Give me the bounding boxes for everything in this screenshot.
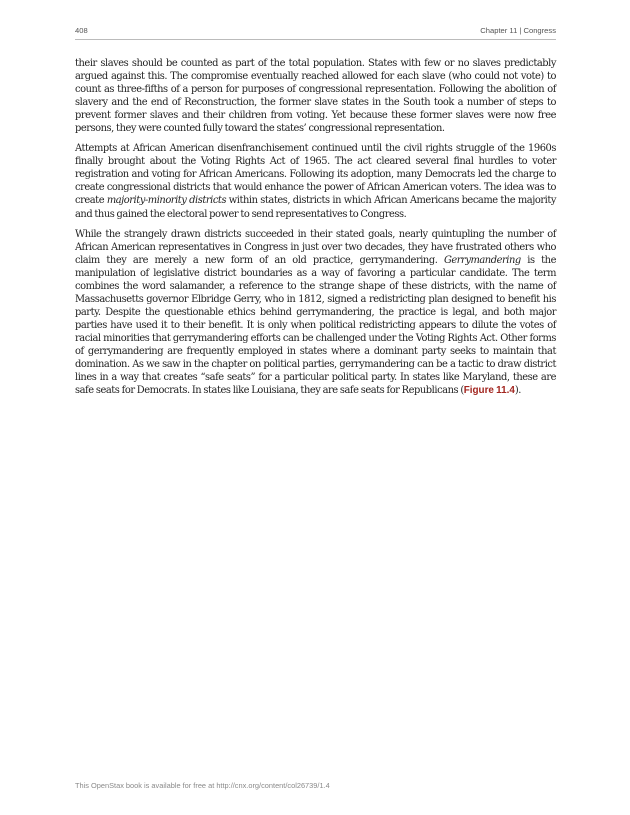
- page-footer: This OpenStax book is available for free at http://cnx.org/content/col26739/1.4: [75, 781, 330, 790]
- page-header: [75, 26, 556, 38]
- paragraph-1-text: their slaves should be counted as part of the total population. States with few or no slaves predictably argued against this. The compromise eventually reached allowed for each slave (who could not vote) to count as three-fifths of a person for purposes of congressional representation. Following the abolition of slavery and the end of Reconstruction, the former slave states in the South took a number of steps to prevent former slaves and their children from voting. Yet because these former slaves were now free persons, they were counted fully toward the states’ congressional representation.: [75, 58, 556, 135]
- key-term-majority-minority-districts: majority-minority districts: [106, 195, 227, 207]
- key-term-gerrymandering: Gerrymandering: [443, 254, 521, 266]
- paragraph-2: [75, 142, 556, 220]
- paragraph-3-text-end: ).: [514, 385, 521, 397]
- paragraph-3: [75, 228, 556, 398]
- paragraph-2-text-start: Attempts at African American disenfranchisement continued until the civil rights struggle of the 1960s finally brought about the Voting Rights Act of 1965. The act cleared several final hurdles to voter registration and voting for African Americans. Following its adoption, many Democrats led the charge to create congressional districts that would enhance the power of African American voters. The idea was to create: [75, 143, 556, 207]
- paragraph-3-text-middle: is the manipulation of legislative district boundaries as a way of favoring a particular candidate. The term combines the word salamander, a reference to the strange shape of these districts, with the name of Massachusetts governor Elbridge Gerry, who in 1812, signed a redistricting plan designed to benefit his party. Despite the questionable ethics behind gerrymandering, the practice is legal, and both major parties have used it to their benefit. It is only when political redistricting appears to dilute the votes of racial minorities that gerrymandering efforts can be challenged under the Voting Rights Act. Other forms of gerrymandering are frequently employed in states where a dominant party seeks to maintain that domination. As we saw in the chapter on political parties, gerrymandering can be a tactic to draw district lines in a way that creates “safe seats” for a particular political party. In states like Maryland, these are safe seats for Democrats. In states like Louisiana, they are safe seats for Republicans (: [75, 254, 556, 397]
- chapter-title: Chapter 11 | Congress: [480, 26, 556, 35]
- header-divider: [75, 39, 556, 40]
- figure-link[interactable]: Figure 11.4: [463, 385, 515, 397]
- paragraph-1: [75, 57, 556, 135]
- paragraph-3-text-start: While the strangely drawn districts succeeded in their stated goals, nearly quintupling the number of African American representatives in Congress in just over two decades, they have frustrated others who claim they are merely a new form of an old practice, gerrymandering.: [75, 228, 556, 266]
- paragraph-2-text-end: within states, districts in which African Americans became the majority and thus gained the electoral power to send representatives to Congress.: [75, 195, 556, 220]
- page-body: [75, 57, 556, 404]
- page-number: 408: [75, 26, 88, 35]
